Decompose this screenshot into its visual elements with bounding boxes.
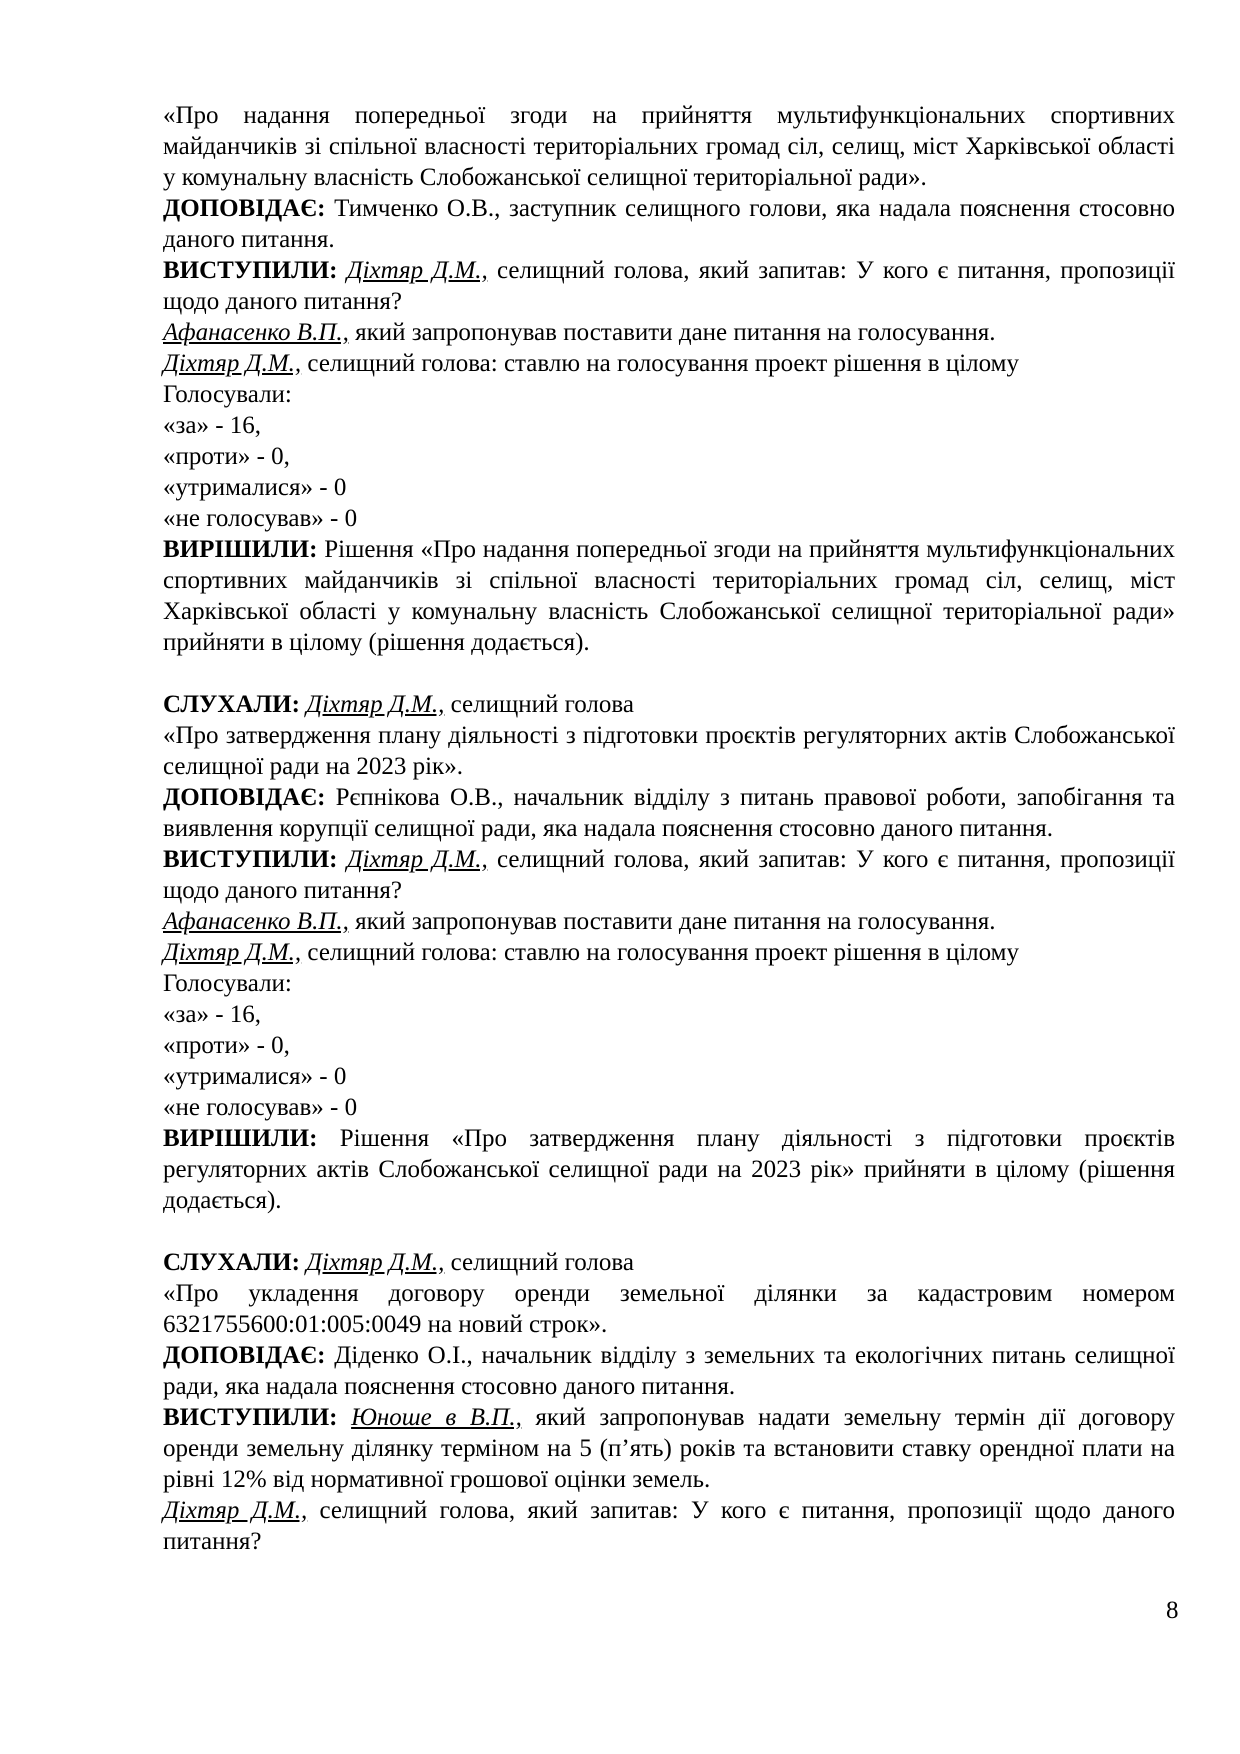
speech-text: селищний голова, який запитав: У кого є питання, пропозиції щодо даного питання? (163, 846, 1176, 904)
section2-reporter: Рєпнікова О.В., начальник відділу з питань правової роботи, запобігання та виявлення корупції селищної ради, яка надала пояснення стосовно даного питання. (163, 784, 1176, 842)
section3-title: «Про укладення договору оренди земельної ділянки за кадастровим номером 6321755600:01:005:0049 на новий строк». (163, 1280, 1175, 1338)
speaker-name: Діхтяр Д.М., (163, 350, 302, 377)
section-spacer (163, 1216, 1175, 1247)
vote-against: «проти» - 0, (163, 443, 290, 470)
vote-against: «проти» - 0, (163, 1032, 290, 1059)
speech-text: який запропонував поставити дане питання на голосування. (355, 319, 996, 346)
vote-abstained: «утрималися» - 0 (163, 1063, 347, 1090)
section2-title: «Про затвердження плану діяльності з підготовки проєктів регуляторних актів Слобожанської селищної ради на 2023 рік». (163, 722, 1175, 780)
speech-text: який запропонував поставити дане питання на голосування. (355, 908, 996, 935)
vote-not-voted: «не голосував» - 0 (163, 505, 358, 532)
vote-for: «за» - 16, (163, 412, 262, 439)
section1-speech2 (163, 317, 1175, 348)
decision-text: Рішення «Про затвердження плану діяльності з підготовки проєктів регуляторних актів Слобожанської селищної ради на 2023 рік» прийняти в цілому (рішення додається). (163, 1125, 1175, 1214)
reporter-label: ДОПОВІДАЄ: (163, 1342, 326, 1369)
voting-label: Голосували: (163, 381, 292, 408)
vote-for: «за» - 16, (163, 1001, 262, 1028)
speakers-label: ВИСТУПИЛИ: (163, 1404, 338, 1431)
heard-text: селищний голова (450, 691, 634, 718)
section2-decision (163, 1123, 1175, 1216)
reporter-label: ДОПОВІДАЄ: (163, 784, 326, 811)
voting-label: Голосували: (163, 970, 292, 997)
speakers-label: ВИСТУПИЛИ: (163, 257, 338, 284)
reporter-label: ДОПОВІДАЄ: (163, 195, 326, 222)
page-number: 8 (1166, 1597, 1179, 1624)
speech-text: селищний голова, який запитав: У кого є питання, пропозиції щодо даного питання? (163, 257, 1176, 315)
heard-label: СЛУХАЛИ: (163, 691, 300, 718)
section2-speech3 (163, 937, 1175, 968)
section3-reporter-line (163, 1340, 1175, 1402)
section2-speech2 (163, 906, 1175, 937)
section3-heard (163, 1247, 1175, 1278)
section1-reporter: Тимченко О.В., заступник селищного голови, яка надала пояснення стосовно даного питання. (163, 195, 1176, 253)
speech-text: селищний голова, який запитав: У кого є питання, пропозиції щодо даного питання? (163, 1497, 1175, 1555)
section3-speech1 (163, 1402, 1175, 1495)
section2-reporter-line (163, 782, 1175, 844)
document-page (163, 100, 1175, 1557)
vote-not-voted: «не голосував» - 0 (163, 1094, 358, 1121)
speaker-name: Діхтяр Д.М., (346, 257, 488, 284)
speaker-name: Юноше в В.П., (351, 1404, 522, 1431)
vote-abstained: «утрималися» - 0 (163, 474, 347, 501)
speaker-name: Діхтяр Д.М., (163, 1497, 308, 1524)
speakers-label: ВИСТУПИЛИ: (163, 846, 338, 873)
heard-text: селищний голова (450, 1249, 634, 1276)
section3-speech2 (163, 1495, 1175, 1557)
section2-speech1 (163, 844, 1175, 906)
section1-title: «Про надання попередньої згоди на прийняття мультифункціональних спортивних майданчиків зі спільної власності територіальних громад сіл, селищ, міст Харківської області у комунальну власність Слобожанської селищної територіальної ради». (163, 102, 1175, 191)
section1-speech3 (163, 348, 1175, 379)
decision-text: Рішення «Про надання попередньої згоди на прийняття мультифункціональних спортивних майданчиків зі спільної власності територіальних громад сіл, селищ, міст Харківської області у комунальну власність Слобожанської селищної територіальної ради» прийняти в цілому (рішення додається). (163, 536, 1175, 656)
speaker-name: Афанасенко В.П., (163, 908, 349, 935)
speaker-name: Діхтяр Д.М., (306, 1249, 445, 1276)
speaker-name: Діхтяр Д.М., (346, 846, 488, 873)
speech-text: селищний голова: ставлю на голосування проект рішення в цілому (307, 350, 1019, 377)
speaker-name: Афанасенко В.П., (163, 319, 349, 346)
speech-text: який запропонував надати земельну термін дії договору оренди земельну ділянку терміном на 5 (п’ять) років та встановити ставку орендної плати на рівні 12% від нормативної грошової оцінки земель. (163, 1404, 1176, 1493)
section3-reporter: Діденко О.І., начальник відділу з земельних та екологічних питань селищної ради, яка надала пояснення стосовно даного питання. (163, 1342, 1176, 1400)
speaker-name: Діхтяр Д.М., (306, 691, 445, 718)
section-spacer (163, 658, 1175, 689)
section2-heard (163, 689, 1175, 720)
decision-label: ВИРІШИЛИ: (163, 1125, 318, 1152)
speech-text: селищний голова: ставлю на голосування проект рішення в цілому (307, 939, 1019, 966)
speaker-name: Діхтяр Д.М., (163, 939, 302, 966)
decision-label: ВИРІШИЛИ: (163, 536, 318, 563)
section1-reporter-line (163, 193, 1175, 255)
section1-decision (163, 534, 1175, 658)
section1-speech1 (163, 255, 1175, 317)
heard-label: СЛУХАЛИ: (163, 1249, 300, 1276)
